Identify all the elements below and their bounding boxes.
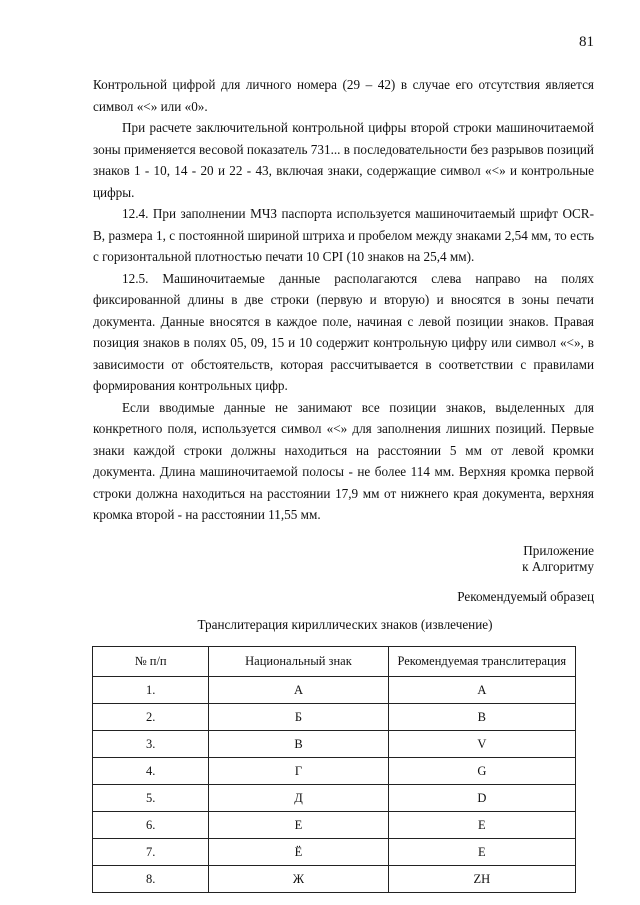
- national-sign: Ж: [209, 866, 388, 893]
- national-sign: Ё: [209, 839, 388, 866]
- transliteration: B: [388, 704, 575, 731]
- national-sign: В: [209, 731, 388, 758]
- paragraph: 12.4. При заполнении МЧЗ паспорта используется машиночитаемый шрифт OCR-B, размера 1, с постоянной шириной штриха и пробелом между знаками 2,54 мм, то есть с горизонтальной плотностью печати 10 CPI (10 знаков на 25,4 мм).: [93, 206, 594, 264]
- table-row: [93, 677, 576, 704]
- paragraph: 12.5. Машиночитаемые данные располагаются слева направо на полях фиксированной длины в две строки (первую и вторую) и вносятся в зоны печати документа. Данные вносятся в каждое поле, начиная с левой позиции знаков. Правая позиция знаков в полях 05, 09, 15 и 10 содержит контрольную цифру или символ «<», в зависимости от обстоятельств, которая рассчитывается в соответствии с правилами формирования контрольных цифр.: [93, 270, 594, 393]
- row-number: 5.: [93, 785, 209, 812]
- row-number: 6.: [93, 812, 209, 839]
- row-number: 8.: [93, 866, 209, 893]
- national-sign: А: [209, 677, 388, 704]
- table-row: [93, 758, 576, 785]
- transliteration: A: [388, 677, 575, 704]
- national-sign: Е: [209, 812, 388, 839]
- row-number: 1.: [93, 677, 209, 704]
- row-number: 3.: [93, 731, 209, 758]
- appendix-label: [522, 543, 594, 575]
- transliteration: D: [388, 785, 575, 812]
- table-row: [93, 839, 576, 866]
- transliteration: E: [388, 812, 575, 839]
- national-sign: Г: [209, 758, 388, 785]
- body-text: [93, 74, 594, 526]
- table-row: [93, 731, 576, 758]
- transliteration: G: [388, 758, 575, 785]
- table-row: [93, 704, 576, 731]
- table-header-row: [93, 647, 576, 677]
- table-row: [93, 866, 576, 893]
- table-row: [93, 812, 576, 839]
- paragraph: Контрольной цифрой для личного номера (29 – 42) в случае его отсутствия является символ «<» или «0».: [93, 77, 594, 114]
- transliteration-table: [92, 646, 576, 893]
- paragraph: При расчете заключительной контрольной цифры второй строки машиночитаемой зоны применяется весовой показатель 731... в последовательности без разрывов позиций знаков 1 - 10, 14 - 20 и 22 - 43, включая знаки, содержащие символ «<» и контрольные цифры.: [93, 120, 594, 200]
- row-number: 7.: [93, 839, 209, 866]
- national-sign: Д: [209, 785, 388, 812]
- column-header-national-sign: Национальный знак: [209, 647, 388, 677]
- table-title: Транслитерация кириллических знаков (извлечение): [197, 617, 493, 632]
- transliteration: E: [388, 839, 575, 866]
- table-row: [93, 785, 576, 812]
- sample-note: Рекомендуемый образец: [457, 589, 594, 604]
- appendix-line: к Алгоритму: [522, 559, 594, 574]
- national-sign: Б: [209, 704, 388, 731]
- appendix-line: Приложение: [523, 543, 594, 558]
- transliteration: ZH: [388, 866, 575, 893]
- page-number: 81: [579, 34, 594, 50]
- transliteration: V: [388, 731, 575, 758]
- paragraph: Если вводимые данные не занимают все позиции знаков, выделенных для конкретного поля, используется символ «<» для заполнения лишних позиций. Первые знаки каждой строки должны находиться на расстоянии 5 мм от левой кромки документа. Длина машиночитаемой полосы - не более 114 мм. Верхняя кромка первой строки должна находиться на расстоянии 17,9 мм от нижнего края документа, верхняя кромка второй - на расстоянии 11,55 мм.: [93, 399, 594, 522]
- row-number: 4.: [93, 758, 209, 785]
- column-header-number: № п/п: [93, 647, 209, 677]
- row-number: 2.: [93, 704, 209, 731]
- column-header-transliteration: Рекомендуемая транслитерация: [388, 647, 575, 677]
